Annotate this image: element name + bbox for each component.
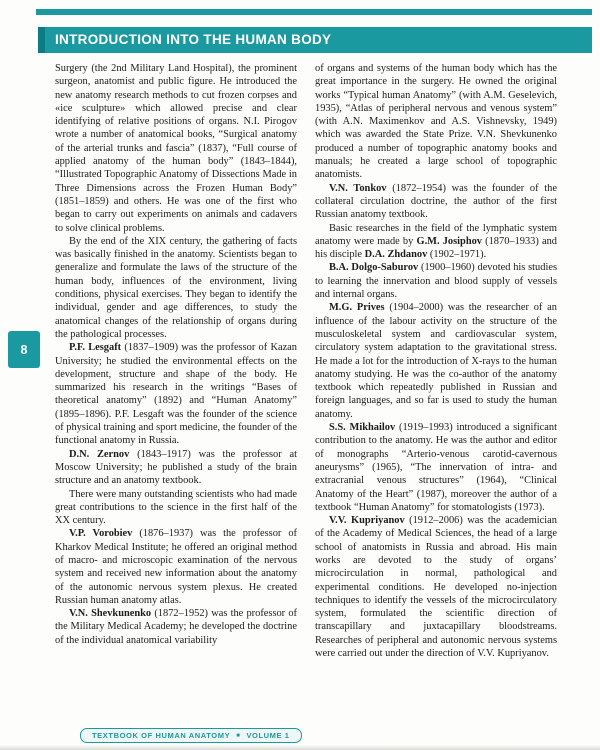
chapter-title: INTRODUCTION INTO THE HUMAN BODY (55, 32, 332, 47)
chapter-header-bar (38, 27, 592, 53)
paragraph: V.N. Tonkov (1872–1954) was the founder of the collateral circulation doctrine, the author of the first Russian anatomy textbook. (315, 182, 557, 221)
footer-band (80, 728, 302, 743)
paragraph: Basic researches in the field of the lymphatic system anatomy were made by G.M. Josiphov (1870–1933) and his disciple D.A. Zhdanov (1902–1971). (315, 222, 557, 261)
paragraph: B.A. Dolgo-Saburov (1900–1960) devoted his studies to learning the innervation and blood supply of vessels and internal organs. (315, 262, 557, 301)
paragraph: P.F. Lesgaft (1837–1909) was the professor of Kazan University; he studied the environmental effects on the development, structure and shape of the body. He summarized his research in the writings “Bases of theoretical anatomy” (1892) and “Human Anatomy” (1895–1896). P.F. Lesgaft was the founder of the science of physical training and sport medicine, the founder of the functional anatomy in Russia. (55, 342, 297, 447)
paragraph: S.S. Mikhailov (1919–1993) introduced a significant contribution to the anatomy. He was the author and editor of monographs “Arterio-venous carotid-cavernous aneurysms” (1965), “The innervation of intra- and extracranial venous structures” (1964), “Clinical Anatomy of the Heart” (1987), moreover the author of a textbook “Human Anatomy” for stomatologists (1973). (315, 422, 557, 513)
footer-series-title: TEXTBOOK OF HUMAN ANATOMY (92, 731, 231, 740)
paragraph: of organs and systems of the human body which has the great importance in the surgery. He owned the original works “Typical human Anatomy” (with A.M. Geselevich, 1935), “Atlas of peripheral nervous and venous system” (with A.N. Maximenkov and A.S. Vishnevsky, 1949) which was awarded the State Prize. V.N. Shevkunenko produced a number of topographic anatomy books and manuals; he created a large school of topographic anatomists. (315, 63, 557, 181)
paragraph: V.N. Shevkunenko (1872–1952) was the professor of the Military Medical Academy; he developed the doctrine of the individual anatomical variability (55, 608, 297, 646)
paragraph: V.V. Kupriyanov (1912–2006) was the academician of the Academy of Medical Sciences, the head of a large school of anatomists in Russia and abroad. His main works are devoted to the study of organs’ microcirculation in normal, pathological and experimental conditions. He developed no-injection techniques to identify the vessels of the microcirculatory system, formulated the scientific direction of transcapillary and juxtacapillary bloodstreams. Researches of peripheral and autonomic nervous systems were carried out under the direction of V.V. Kupriyanov. (315, 515, 557, 660)
page-number-tab (8, 331, 40, 368)
paragraph: M.G. Prives (1904–2000) was the researcher of an influence of the labour activity on the structure of the musculoskeletal system and cardiovascular system, circulatory system adaptation to the gravitational stress. He made a lot for the introduction of X-rays to the human anatomy studying. He was the co-author of the anatomy textbook which repeatedly published in Russian and foreign languages, and so far is used to study the human anatomy. (315, 302, 557, 420)
top-rule (36, 9, 592, 15)
paragraph: V.P. Vorobiev (1876–1937) was the professor of Kharkov Medical Institute; he offered an original method of macro- and microscopic examination of the nervous system and received new information about the anatomy of the autonomic nervous system plexus. He created Russian human anatomy atlas. (55, 528, 297, 606)
paragraph: There were many outstanding scientists who had made great contributions to the science in the first half of the XX century. (55, 488, 297, 527)
footer-volume: VOLUME 1 (246, 731, 290, 740)
page-number: 8 (20, 342, 28, 357)
paragraph: Surgery (the 2nd Military Land Hospital), the prominent surgeon, anatomist and public figure. He introduced the new anatomy research methods to cut frozen corpses and «ice sculpture» which allowed precise and clear identifying of relative positions of organs. N.I. Pirogov wrote a number of anatomical books, “Surgical anatomy of the arterial trunks and fascia” (1837), “Full course of applied anatomy of the human body” (1843–1844), “Illustrated Topographic Anatomy of Dissections Made in Three Dimensions across the Frozen Human Body” (1851–1859) and others. He was one of the first who began to carry out experiments on animals and cadavers to solve clinical problems. (55, 63, 297, 234)
paragraph: D.N. Zernov (1843–1917) was the professor at Moscow University; he published a study of the brain structure and an anatomy textbook. (55, 448, 297, 487)
text-column-left (55, 62, 297, 724)
text-column-right (315, 62, 557, 724)
paragraph: By the end of the XIX century, the gathering of facts was basically finished in the anatomy. Scientists began to generalize and formulate the laws of the structure of the human body, influences of the environment, living conditions, physical exercises. They began to identify the individual, gender and age differences, to study the anatomical changes of the relationship of organs during the pathological processes. (55, 235, 297, 340)
footer-separator-square: ■ (236, 732, 241, 739)
page-bottom-edge (0, 745, 600, 750)
chapter-bar-left-edge (38, 27, 45, 53)
